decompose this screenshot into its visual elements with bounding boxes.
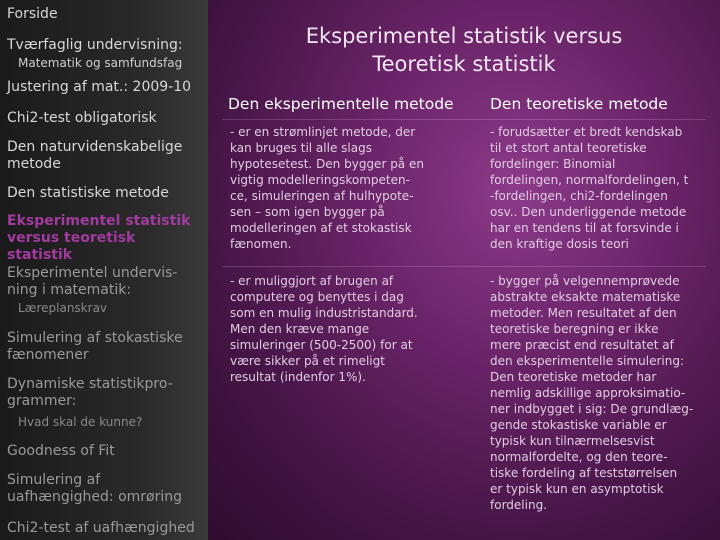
row-divider bbox=[222, 266, 706, 267]
slide-title: Eksperimentel statistik versus Teoretisk statistik bbox=[305, 24, 623, 76]
nav-item-forside[interactable]: Forside bbox=[7, 6, 58, 22]
table-cell-teo-row1: - forudsætter et bredt kendskab til et stort antal teoretiske fordelinger: Binomial fordelingen, normalfordelingen, t -fordelingen, chi2-fordelingen osv.. Den underliggende metode har en tendens til at forsvinde i den kraftige dosis teori bbox=[490, 125, 689, 251]
nav-item-eksperimentel-vs-teoretisk[interactable]: Eksperimentel statistik versus teoretisk statistik bbox=[7, 213, 191, 263]
table-cell-exp-row2: - er muliggjort af brugen af computere og benyttes i dag som en mulig industristandard. Men den kræve mange simuleringer (500-2500) for at være sikker på et rimeligt resultat (indenfor 1%). bbox=[230, 274, 418, 384]
nav-item-dynamiske-statistikprogrammer[interactable]: Dynamiske statistikpro- grammer: bbox=[7, 376, 173, 409]
nav-item-chi2-uafhaengighed[interactable]: Chi2-test af uafhængighed bbox=[7, 520, 195, 536]
nav-item-chi2-obligatorisk[interactable]: Chi2-test obligatorisk bbox=[7, 110, 157, 126]
nav-item-goodness-of-fit[interactable]: Goodness of Fit bbox=[7, 443, 115, 459]
table-cell-teo-row2: - bygger på velgennemprøvede abstrakte eksakte matematiske metoder. Men resultatet af den teoretiske beregning er ikke mere præcist end resultatet af den eksperimentelle simulering: Den teoretiske metoder har nemlig adskillige approksimatio- ner indbygget i sig: De grundlæg- gende stokastiske variable er typisk kun tilnærmelsesvist normalfordelte, og den teore- tiske fordeling af teststørrelsen er typisk kun en asymptotisk fordeling. bbox=[490, 274, 694, 512]
nav-subitem-hvad-skal-de-kunne[interactable]: Hvad skal de kunne? bbox=[18, 415, 143, 429]
nav-item-tvaerfaglig[interactable]: Tværfaglig undervisning: bbox=[7, 37, 183, 53]
column-header-eksperimentelle: Den eksperimentelle metode bbox=[228, 95, 454, 113]
nav-subitem-matematik-samfundsfag[interactable]: Matematik og samfundsfag bbox=[18, 56, 183, 70]
nav-item-naturvidenskabelige-metode[interactable]: Den naturvidenskabelige metode bbox=[7, 139, 183, 172]
column-header-teoretiske: Den teoretiske metode bbox=[490, 95, 668, 113]
nav-item-justering[interactable]: Justering af mat.: 2009-10 bbox=[7, 79, 192, 95]
nav-item-statistiske-metode[interactable]: Den statistiske metode bbox=[7, 185, 169, 201]
header-divider bbox=[222, 119, 706, 120]
table-cell-exp-row1: - er en strømlinjet metode, der kan bruges til alle slags hypotesetest. Den bygger på en vigtig modelleringskompeten- ce, simuleringen af hulhypote- sen – som igen bygger på modelleringen af et stokastisk fænomen. bbox=[230, 125, 424, 251]
nav-item-simulering-stokastiske[interactable]: Simulering af stokastiske fænomener bbox=[7, 330, 183, 363]
slide-canvas bbox=[208, 0, 720, 540]
nav-item-simulering-uafhaengighed[interactable]: Simulering af uafhængighed: omrøring bbox=[7, 472, 183, 505]
nav-subitem-laereplanskrav[interactable]: Læreplanskrav bbox=[18, 301, 108, 315]
slide-navigation-sidebar bbox=[0, 0, 209, 540]
nav-item-eksperimentel-undervisning[interactable]: Eksperimentel undervis- ning i matematik: bbox=[7, 265, 178, 298]
